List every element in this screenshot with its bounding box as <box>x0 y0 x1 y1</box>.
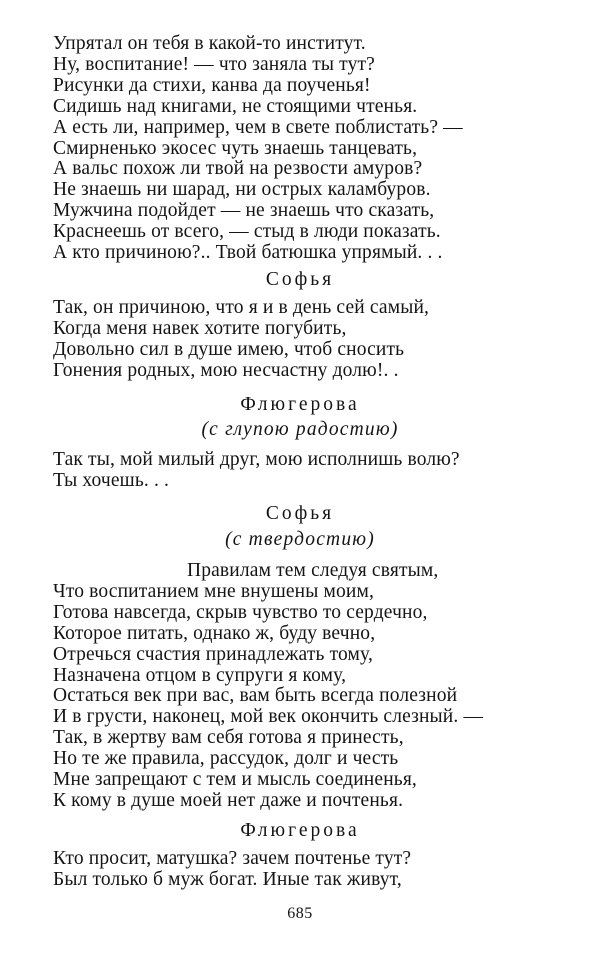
verse-line: И в грусти, наконец, мой век окончить слезный. — <box>53 706 484 728</box>
verse-line: Назначена отцом в супруги я кому, <box>53 664 347 686</box>
speaker-name-sofya: Софья <box>265 269 335 290</box>
verse-line: А кто причиною?.. Твой батюшка упрямый. . . <box>53 242 443 264</box>
verse-line: Остаться век при вас, вам быть всегда полезной <box>53 685 458 707</box>
verse-line: Но те же правила, рассудок, долг и честь <box>53 748 399 770</box>
verse-stanza-1 <box>53 34 553 264</box>
verse-line: А вальс похож ли твой на резвости амуров? <box>53 158 423 180</box>
verse-stanza-3 <box>53 450 553 492</box>
stage-direction: (с твердостию) <box>225 529 375 550</box>
verse-stanza-2 <box>53 298 553 382</box>
stage-direction: (с глупою радостию) <box>201 419 399 440</box>
speaker-name-flyugerova: Флюгерова <box>240 394 360 415</box>
verse-line: Так, он причиною, что я и в день сей самый, <box>53 297 430 318</box>
page-number: 685 <box>287 905 313 922</box>
verse-line: Правилам тем следуя святым, <box>187 560 439 581</box>
verse-line: Ну, воспитание! — что заняла ты тут? <box>53 53 375 75</box>
verse-line: Довольно сил в душе имею, чтоб сносить <box>53 338 405 360</box>
verse-line: Так ты, мой милый друг, мою исполнишь волю? <box>53 449 460 470</box>
verse-line: Так, в жертву вам себя готова я принесть, <box>53 727 404 749</box>
verse-line: Кто просит, матушка? зачем почтенье тут? <box>53 848 412 869</box>
verse-line: Что воспитанием мне внушены моим, <box>53 580 375 602</box>
verse-line: К кому в душе моей нет даже и почтенья. <box>53 789 404 811</box>
verse-line: Мужчина подойдет — не знаешь что сказать, <box>53 200 435 222</box>
verse-line: Упрятал он тебя в какой-то институт. <box>53 33 366 54</box>
speaker-name-sofya: Софья <box>265 503 335 524</box>
verse-line: Не знаешь ни шарад, ни острых каламбуров. <box>53 179 431 201</box>
verse-line: Готова навсегда, скрыв чувство то сердечно, <box>53 601 428 623</box>
verse-line: Был только б муж богат. Иные так живут, <box>53 868 402 890</box>
verse-line: Когда меня навек хотите погубить, <box>53 317 347 339</box>
verse-line: Рисунки да стихи, канва да поученья! <box>53 74 371 96</box>
verse-line: Сидишь над книгами, не стоящими чтенья. <box>53 95 418 117</box>
verse-line: Которое питать, однако ж, буду вечно, <box>53 622 376 644</box>
verse-line: Смирненько экосес чуть знаешь танцевать, <box>53 137 418 159</box>
verse-stanza-4 <box>53 561 553 812</box>
verse-line: Отречься счастия принадлежать тому, <box>53 643 373 665</box>
verse-line: Мне запрещают с тем и мысль соединенья, <box>53 769 417 791</box>
verse-stanza-5 <box>53 849 553 891</box>
verse-line: Краснеешь от всего, — стыд в люди показать. <box>53 221 441 243</box>
verse-line: Ты хочешь. . . <box>53 469 170 491</box>
speaker-name-flyugerova: Флюгерова <box>240 820 360 841</box>
verse-line: А есть ли, например, чем в свете поблистать? — <box>53 116 463 138</box>
verse-line: Гонения родных, мою несчастну долю!. . <box>53 359 399 381</box>
